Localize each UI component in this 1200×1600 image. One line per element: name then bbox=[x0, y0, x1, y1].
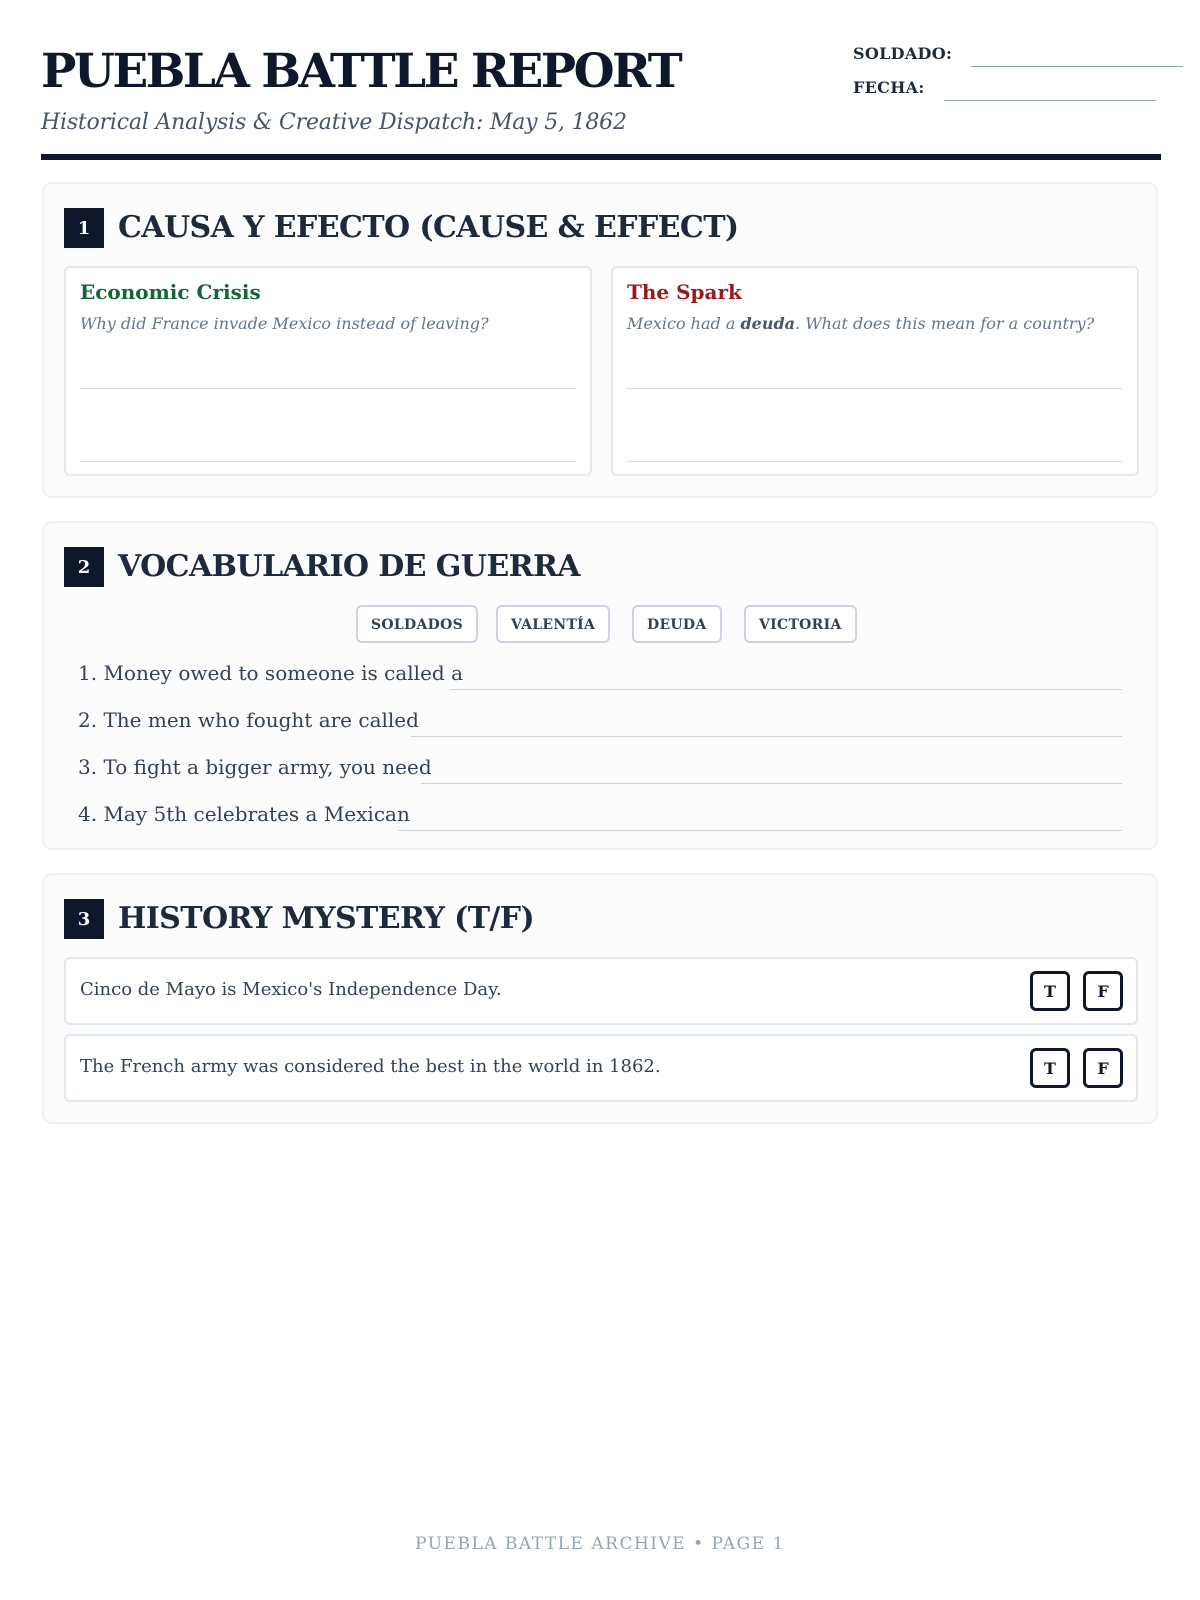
question-text: Mexico had a bbox=[627, 314, 736, 333]
vocab-question bbox=[78, 798, 1122, 834]
page-title: PUEBLA BATTLE REPORT bbox=[41, 44, 681, 99]
section-number: 2 bbox=[64, 547, 104, 587]
answer-line[interactable] bbox=[627, 388, 1123, 389]
answer-line[interactable] bbox=[627, 461, 1123, 462]
true-button[interactable]: T bbox=[1030, 1048, 1070, 1088]
answer-line[interactable] bbox=[80, 461, 576, 462]
fecha-label: FECHA: bbox=[853, 78, 925, 97]
tf-statement bbox=[64, 957, 1138, 1025]
false-button[interactable]: F bbox=[1083, 971, 1123, 1011]
question-text: 4. May 5th celebrates a Mexican bbox=[78, 802, 410, 826]
section-cause-effect bbox=[42, 182, 1158, 498]
section-title: HISTORY MYSTERY (T/F) bbox=[118, 901, 535, 936]
statement-text: The French army was considered the best in the world in 1862. bbox=[80, 1056, 661, 1077]
section-number: 3 bbox=[64, 899, 104, 939]
tf-statement bbox=[64, 1034, 1138, 1102]
card-question bbox=[627, 314, 1094, 333]
section-number: 1 bbox=[64, 208, 104, 248]
section-true-false bbox=[42, 873, 1158, 1124]
section-title: CAUSA Y EFECTO (CAUSE & EFFECT) bbox=[118, 210, 739, 245]
statement-text: Cinco de Mayo is Mexico's Independence Day. bbox=[80, 979, 502, 1000]
vocab-question bbox=[78, 657, 1122, 693]
word-chip[interactable]: VICTORIA bbox=[744, 605, 857, 643]
question-keyword: deuda bbox=[740, 314, 796, 333]
question-text: . What does this mean for a country? bbox=[795, 314, 1095, 333]
section-vocabulary bbox=[42, 521, 1158, 850]
fecha-row bbox=[853, 74, 1173, 108]
false-button[interactable]: F bbox=[1083, 1048, 1123, 1088]
fecha-field[interactable] bbox=[944, 100, 1156, 101]
answer-blank[interactable] bbox=[411, 736, 1122, 737]
true-button[interactable]: T bbox=[1030, 971, 1070, 1011]
word-chip[interactable]: DEUDA bbox=[632, 605, 722, 643]
word-chip[interactable]: VALENTÍA bbox=[496, 605, 610, 643]
word-chip[interactable]: SOLDADOS bbox=[356, 605, 478, 643]
card-economic-crisis bbox=[64, 266, 592, 476]
card-title: The Spark bbox=[627, 280, 742, 304]
soldado-label: SOLDADO: bbox=[853, 44, 953, 63]
answer-blank[interactable] bbox=[398, 830, 1122, 831]
answer-blank[interactable] bbox=[450, 689, 1122, 690]
word-bank bbox=[44, 605, 1156, 643]
section-title: VOCABULARIO DE GUERRA bbox=[118, 549, 580, 584]
vocab-question bbox=[78, 751, 1122, 787]
answer-line[interactable] bbox=[80, 388, 576, 389]
question-text: 2. The men who fought are called bbox=[78, 708, 419, 732]
soldado-row bbox=[853, 40, 1173, 74]
card-title: Economic Crisis bbox=[80, 280, 261, 304]
question-text: 1. Money owed to someone is called a bbox=[78, 661, 463, 685]
student-info bbox=[853, 40, 1173, 108]
page-footer: PUEBLA BATTLE ARCHIVE • PAGE 1 bbox=[415, 1534, 785, 1554]
page-subtitle: Historical Analysis & Creative Dispatch: May 5, 1862 bbox=[41, 110, 627, 135]
header-divider bbox=[41, 154, 1161, 160]
answer-blank[interactable] bbox=[421, 783, 1122, 784]
question-text: 3. To fight a bigger army, you need bbox=[78, 755, 432, 779]
card-the-spark bbox=[611, 266, 1139, 476]
soldado-field[interactable] bbox=[971, 66, 1183, 67]
vocab-question bbox=[78, 704, 1122, 740]
card-question: Why did France invade Mexico instead of leaving? bbox=[80, 314, 489, 333]
